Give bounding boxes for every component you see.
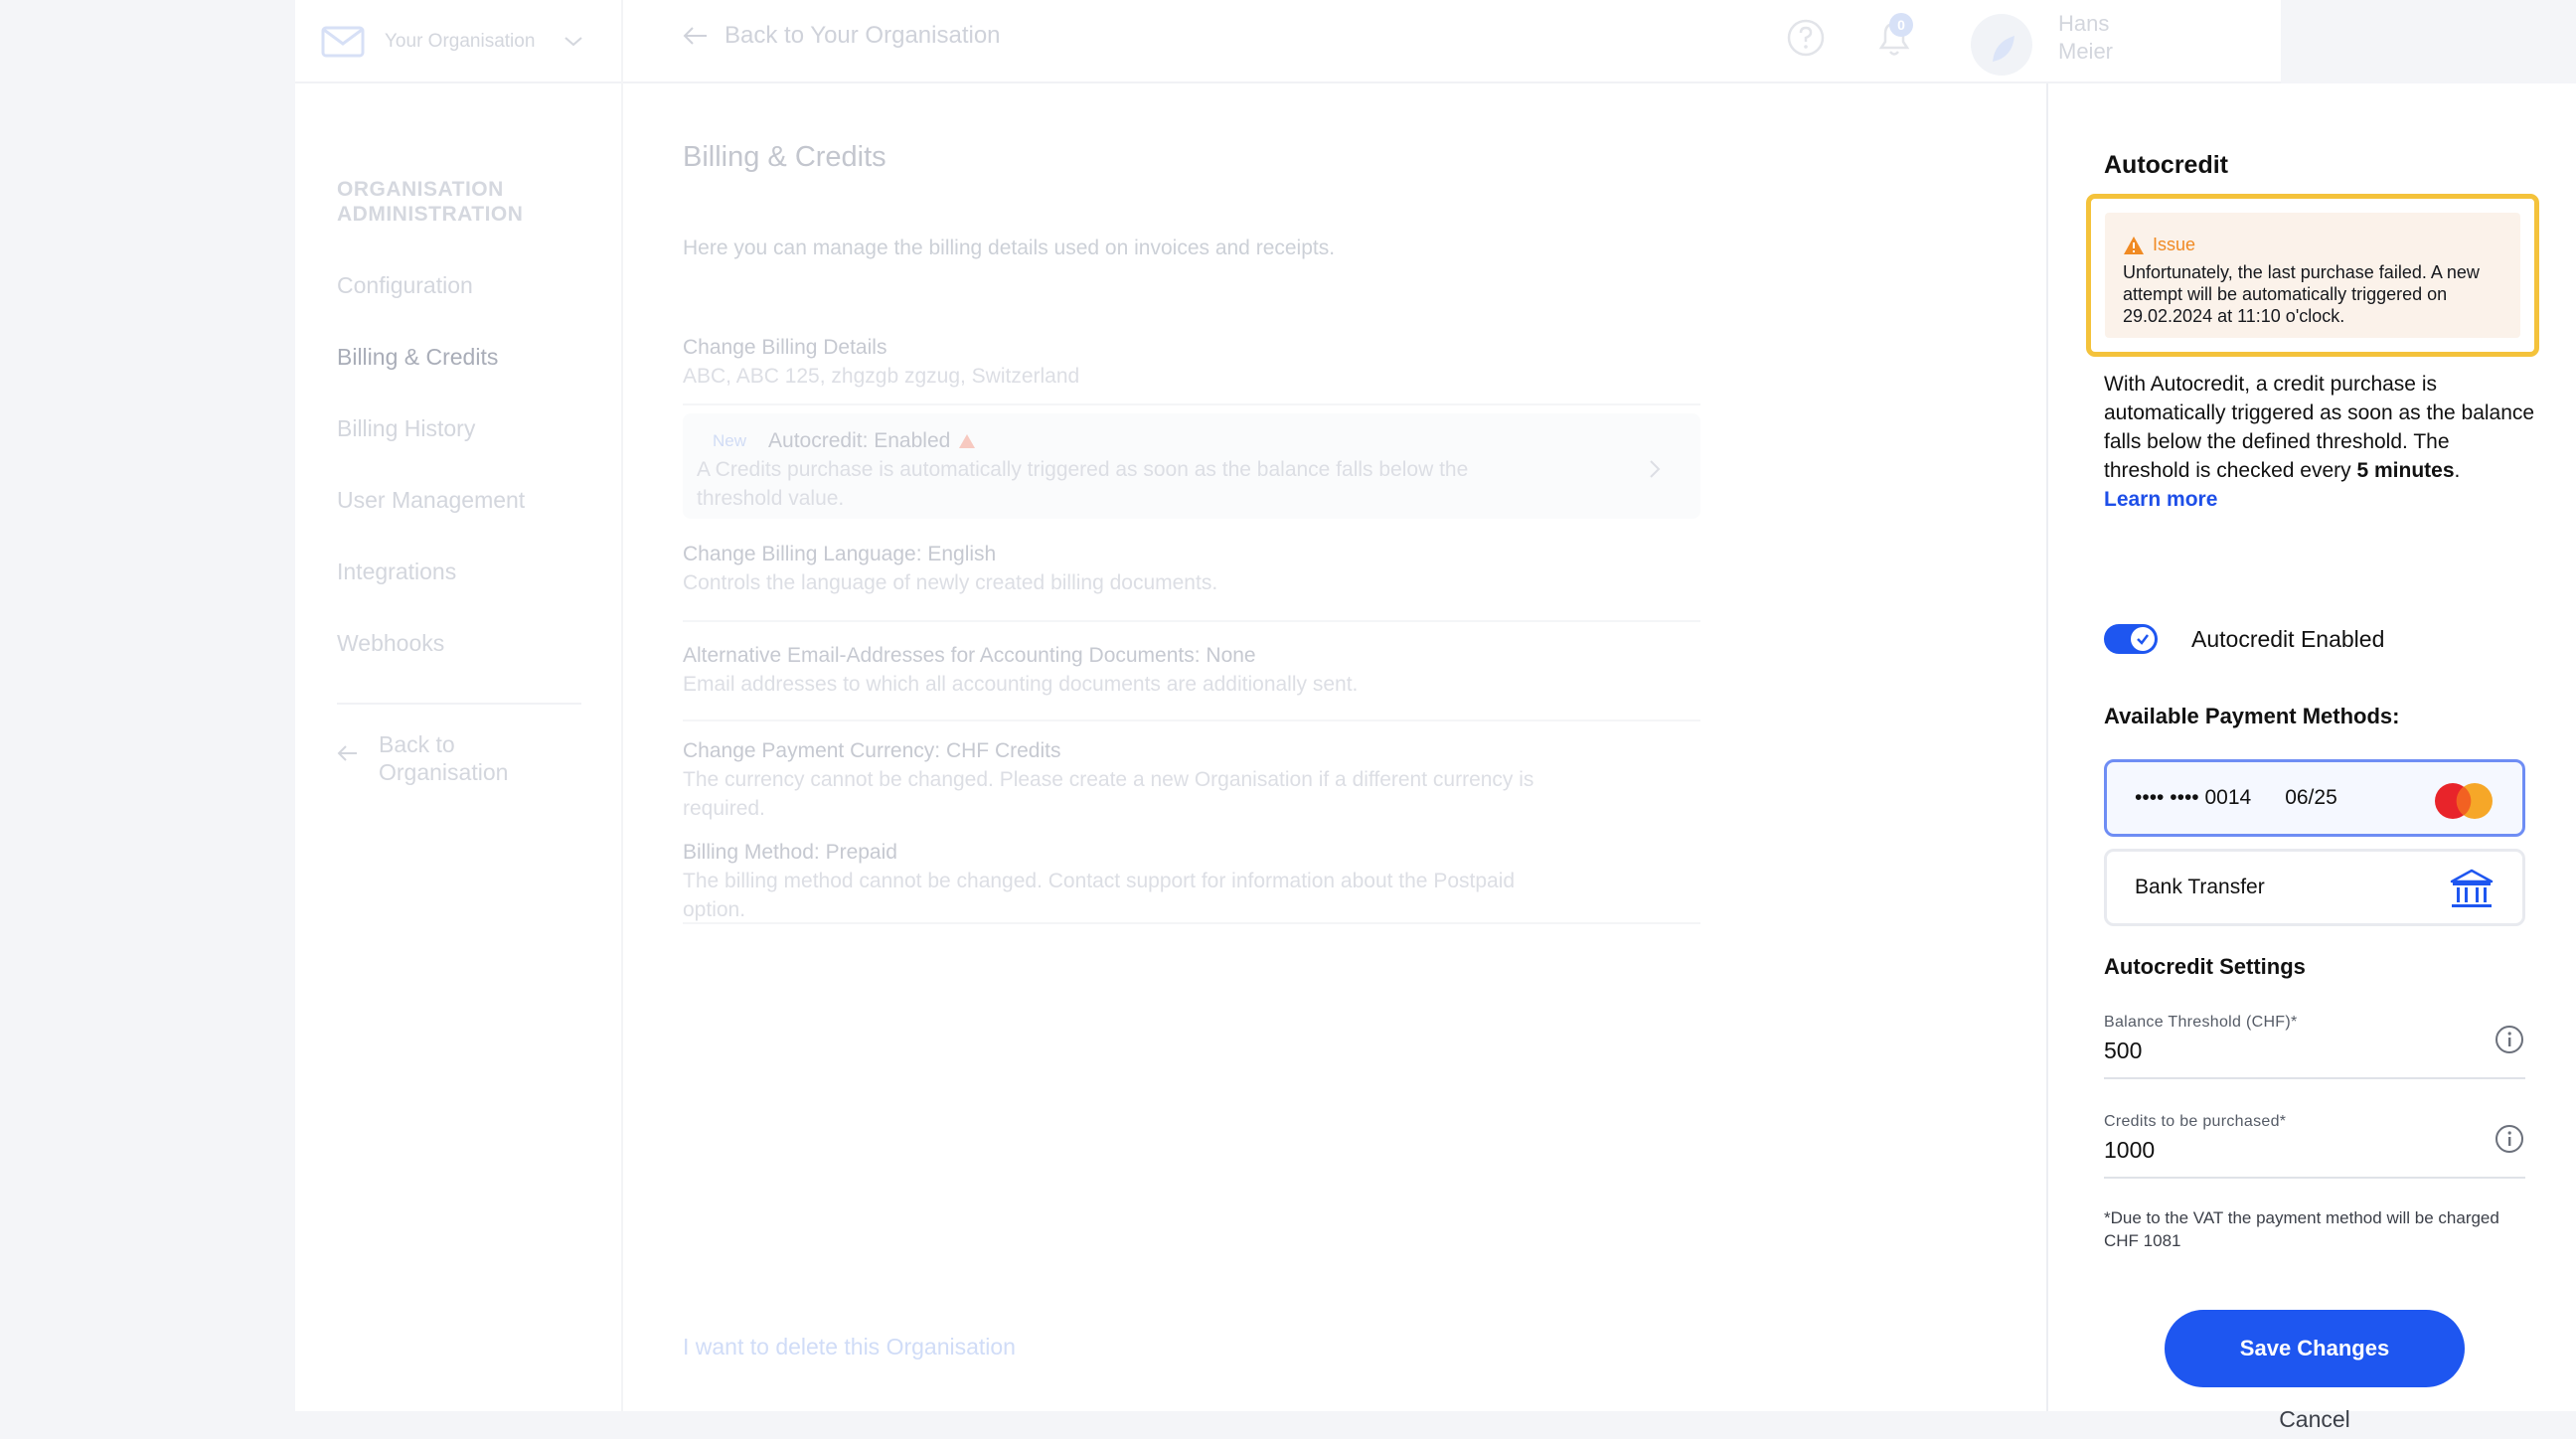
credits-to-purchase-input[interactable]: 1000 (2104, 1137, 2156, 1163)
chevron-right-icon (1649, 459, 1661, 479)
autocredit-settings-title: Autocredit Settings (2104, 954, 2306, 979)
balance-threshold-input[interactable]: 500 (2104, 1038, 2143, 1063)
description-text: With Autocredit, a credit purchase is automatically triggered as soon as the balance falls below the defined threshold. The threshold is checked every (2104, 373, 2535, 482)
setting-autocredit[interactable] (683, 413, 1700, 519)
setting-subtitle: ABC, ABC 125, zhgzgb zgzug, Switzerland (683, 365, 1080, 388)
payment-methods-title: Available Payment Methods: (2104, 704, 2400, 728)
autocredit-drawer (2046, 83, 2576, 1432)
credits-to-purchase-field[interactable] (2104, 1113, 2525, 1179)
setting-subtitle: Email addresses to which all accounting documents are additionally sent. (683, 673, 1359, 696)
issue-alert (2105, 213, 2520, 338)
warning-icon (2123, 236, 2145, 255)
help-icon[interactable] (1786, 18, 1826, 58)
sidebar-item-billing-credits[interactable]: Billing & Credits (337, 344, 499, 370)
check-icon (2136, 633, 2150, 645)
mastercard-icon (2433, 782, 2495, 820)
arrow-left-icon (683, 26, 709, 46)
page-description: Here you can manage the billing details used on invoices and receipts. (683, 237, 1336, 259)
sidebar-item-user-management[interactable]: User Management (337, 487, 526, 513)
user-first-name: Hans (2058, 11, 2110, 36)
description-end: . (2454, 459, 2461, 482)
toggle-label: Autocredit Enabled (2191, 625, 2385, 652)
setting-title: Autocredit: Enabled (768, 429, 951, 452)
card-number: •••• •••• 0014 (2135, 786, 2252, 809)
sidebar (337, 177, 595, 786)
setting-billing-method (683, 839, 1700, 924)
app-window (295, 0, 2535, 1432)
payment-method-bank-transfer[interactable] (2104, 849, 2525, 926)
cancel-button[interactable]: Cancel (2279, 1406, 2350, 1432)
issue-label: Issue (2153, 235, 2196, 254)
setting-title: Change Billing Language: English (683, 543, 997, 565)
warning-icon (958, 433, 976, 449)
mail-logo-icon (321, 24, 365, 60)
sidebar-item-billing-history[interactable]: Billing History (337, 415, 476, 441)
setting-billing-details[interactable] (683, 334, 1700, 405)
save-changes-button[interactable]: Save Changes (2165, 1310, 2465, 1387)
avatar[interactable] (1971, 14, 2032, 76)
card-expiry: 06/25 (2285, 786, 2337, 809)
bank-transfer-label: Bank Transfer (2135, 876, 2265, 898)
description-interval: 5 minutes (2356, 459, 2455, 482)
sidebar-divider (621, 0, 623, 1411)
new-badge: New (713, 431, 747, 450)
autocredit-description (2104, 370, 2537, 514)
sidebar-item-configuration[interactable]: Configuration (337, 272, 473, 298)
setting-alternative-emails[interactable] (683, 642, 1700, 721)
vat-note: *Due to the VAT the payment method will be charged CHF 1081 (2104, 1208, 2499, 1250)
user-last-name: Meier (2058, 39, 2114, 64)
balance-threshold-field[interactable] (2104, 1014, 2525, 1079)
back-to-organisation-link[interactable] (683, 22, 1001, 50)
setting-billing-language[interactable] (683, 541, 1700, 622)
arrow-left-icon (337, 744, 359, 762)
issue-text: Unfortunately, the last purchase failed. A new attempt will be automatically triggered on 29.02.2024 at 11:10 o'clock. (2123, 262, 2480, 326)
page-title: Billing & Credits (683, 141, 886, 173)
setting-title: Billing Method: Prepaid (683, 841, 897, 864)
setting-title: Alternative Email-Addresses for Accounting Documents: None (683, 644, 1256, 667)
organisation-switcher[interactable] (321, 20, 582, 64)
setting-subtitle: The billing method cannot be changed. Contact support for information about the Postpaid option. (683, 870, 1516, 921)
autocredit-toggle-row (2104, 624, 2384, 654)
user-menu[interactable] (2058, 10, 2168, 66)
info-icon[interactable] (2494, 1024, 2525, 1055)
field-label: Balance Threshold (CHF)* (2104, 1014, 2298, 1031)
delete-organisation-link[interactable]: I want to delete this Organisation (683, 1334, 1016, 1359)
sidebar-heading: ORGANISATION ADMINISTRATION (337, 178, 524, 226)
setting-subtitle: A Credits purchase is automatically triggered as soon as the balance falls below the threshold value. (697, 458, 1469, 510)
sidebar-back-link[interactable] (337, 730, 595, 786)
setting-subtitle: The currency cannot be changed. Please create a new Organisation if a different currency is required. (683, 768, 1534, 820)
bank-icon (2449, 868, 2495, 911)
setting-subtitle: Controls the language of newly created billing documents. (683, 571, 1218, 594)
back-label: Back to Your Organisation (724, 22, 1001, 49)
setting-title: Change Payment Currency: CHF Credits (683, 739, 1061, 762)
autocredit-toggle[interactable] (2104, 624, 2158, 654)
setting-payment-currency (683, 737, 1700, 829)
notification-badge: 0 (1889, 13, 1913, 37)
leaf-icon (1971, 14, 2032, 76)
learn-more-link[interactable]: Learn more (2104, 488, 2218, 511)
field-label: Credits to be purchased* (2104, 1113, 2287, 1130)
payment-method-card[interactable] (2104, 759, 2525, 837)
sidebar-item-webhooks[interactable]: Webhooks (337, 630, 445, 656)
toggle-knob (2131, 627, 2155, 651)
sidebar-separator (337, 703, 581, 705)
issue-highlight (2086, 194, 2539, 357)
drawer-title: Autocredit (2104, 151, 2228, 179)
chevron-down-icon (564, 37, 582, 47)
sidebar-back-label: Back to Organisation (379, 731, 509, 785)
organisation-name: Your Organisation (385, 31, 536, 52)
sidebar-item-integrations[interactable]: Integrations (337, 559, 457, 584)
setting-title: Change Billing Details (683, 336, 887, 359)
info-icon[interactable] (2494, 1123, 2525, 1155)
top-bar (295, 0, 2281, 83)
